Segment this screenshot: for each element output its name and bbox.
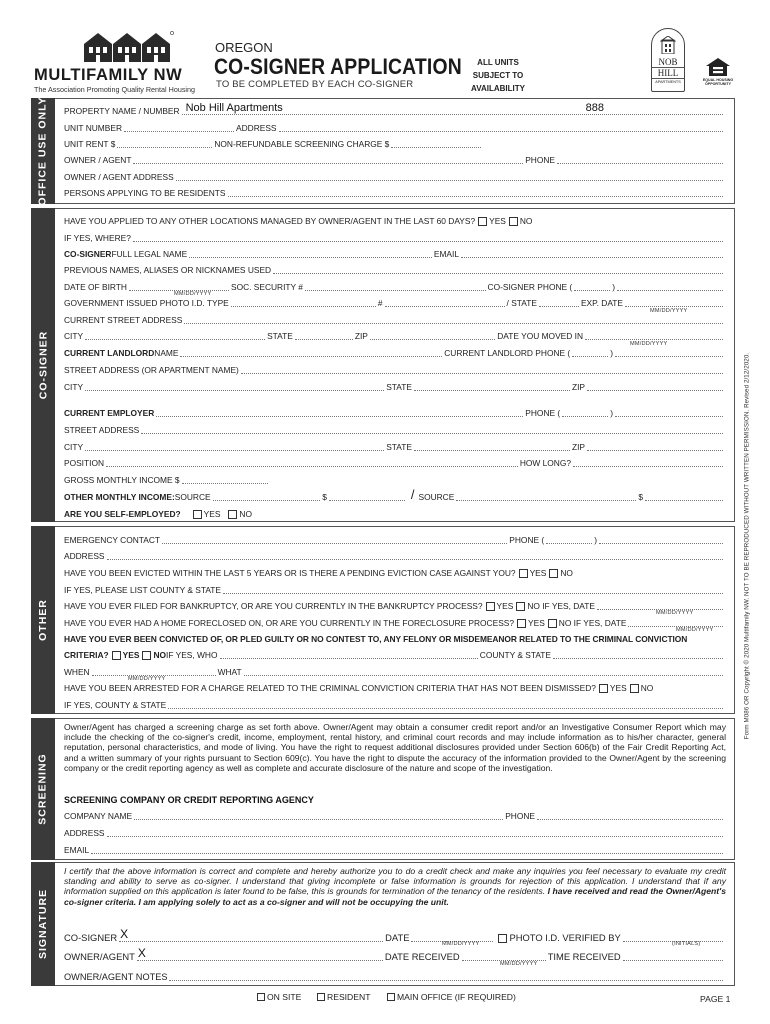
moved-in-label: DATE YOU MOVED IN <box>497 331 583 341</box>
gov-id-number-field[interactable] <box>385 298 505 307</box>
arrested-county-label: IF YES, COUNTY & STATE <box>64 700 167 710</box>
owner-agent-field[interactable] <box>133 155 523 164</box>
certification-body: I certify that the above information is correct and complete and hereby authorize you to do a credit check and make any inquiries you feel necessary to evaluate my credit standing and ability to serve as co-signer. I understand that giving incomplete or false information is grounds for rejection of this application. I understand that if any information supplied on this application is later found to be false, this is grounds for termination of the tenancy of the residents. <box>64 866 726 897</box>
eho-label: EQUAL HOUSING OPPORTUNITY <box>702 78 734 86</box>
row-prev-names <box>64 263 725 275</box>
company-name-label: COMPANY NAME <box>64 811 133 821</box>
phone-field[interactable] <box>557 155 723 164</box>
city-label: CITY <box>64 442 84 452</box>
street-apt-field[interactable] <box>241 365 723 374</box>
yes-label: YES <box>496 601 514 611</box>
screening-charge-field[interactable] <box>391 139 481 148</box>
cosigner-signature-field[interactable] <box>119 927 383 942</box>
landlord-state-field[interactable] <box>414 382 570 391</box>
source-2-label: SOURCE <box>418 492 455 502</box>
org-name: MULTIFAMILY NW <box>34 66 183 84</box>
page-number: PAGE 1 <box>700 994 731 1004</box>
row-owner-agent <box>64 153 725 165</box>
bankruptcy-question: HAVE YOU EVER FILED FOR BANKRUPTCY, OR ARE YOU CURRENTLY IN THE BANKRUPTCY PROCESS? <box>64 601 483 611</box>
dob-label: DATE OF BIRTH <box>64 282 127 292</box>
bankruptcy-format-hint: MM/DD/YYYY <box>656 610 694 616</box>
cosigner-sign-label: CO-SIGNER <box>64 932 118 943</box>
bankruptcy-yes-checkbox[interactable] <box>486 602 495 611</box>
row-owner-address <box>64 170 725 182</box>
employer-field[interactable] <box>156 408 523 417</box>
landlord-phone-field[interactable] <box>615 348 723 357</box>
emp-zip-field[interactable] <box>587 442 723 451</box>
gross-income-field[interactable] <box>182 475 268 484</box>
exp-format-hint: MM/DD/YYYY <box>650 308 688 314</box>
how-long-field[interactable] <box>573 458 723 467</box>
side-label-office: OFFICE USE ONLY <box>37 96 50 206</box>
applied-no-checkbox[interactable] <box>509 217 518 226</box>
row-landlord <box>64 346 725 358</box>
emp-street-field[interactable] <box>141 425 723 434</box>
arrested-no-checkbox[interactable] <box>630 684 639 693</box>
row-current-address <box>64 313 725 325</box>
row-legal-name <box>64 247 725 259</box>
row-county-state <box>64 583 725 595</box>
main-office-option <box>384 992 516 1002</box>
city-field[interactable] <box>85 331 265 340</box>
row-street-apt <box>64 363 725 375</box>
street-apt-label: STREET ADDRESS (OR APARTMENT NAME) <box>64 365 239 375</box>
emergency-label: EMERGENCY CONTACT <box>64 535 161 545</box>
time-received-field[interactable] <box>623 952 723 961</box>
screening-charge-label: NON-REFUNDABLE SCREENING CHARGE $ <box>214 139 390 149</box>
current-address-label: CURRENT STREET ADDRESS <box>64 315 183 325</box>
state-label: STATE <box>386 442 412 452</box>
property-name-value: Nob Hill Apartments <box>185 102 283 114</box>
row-arrested <box>64 681 725 693</box>
x-mark: X <box>120 927 129 941</box>
what-label: WHAT <box>217 667 242 677</box>
cosigner-phone-field[interactable] <box>617 282 723 291</box>
equal-housing-icon <box>705 57 731 77</box>
certification-bold: I have received and read the Owner/Agent's co-signer criteria. I am applying solely to act as a co-signer and will not be occupying the unit. <box>64 886 726 907</box>
building-icon <box>660 36 676 54</box>
badge-line: NOB <box>658 57 678 67</box>
when-label: WHEN <box>64 667 90 677</box>
if-yes-who-label: IF YES, WHO <box>166 650 218 660</box>
eviction-county-state-field[interactable] <box>223 585 723 594</box>
gov-id-label: GOVERNMENT ISSUED PHOTO I.D. TYPE <box>64 298 229 308</box>
phone-label: PHONE <box>525 155 555 165</box>
foreclosed-date-field[interactable] <box>628 618 723 627</box>
row-foreclosed <box>64 616 725 628</box>
persons-field[interactable] <box>228 188 724 197</box>
evicted-yes-checkbox[interactable] <box>519 569 528 578</box>
badge-line: APARTMENTS <box>655 80 681 84</box>
convicted-yes-checkbox[interactable] <box>112 651 121 660</box>
hash-label: # <box>377 298 383 308</box>
paren: ) <box>610 348 613 358</box>
row-position <box>64 456 725 468</box>
exp-date-label: EXP. DATE <box>580 298 623 308</box>
landlord-phone-area-field[interactable] <box>572 348 608 357</box>
paren: ) <box>594 535 597 545</box>
on-site-label: ON SITE <box>267 992 302 1002</box>
row-emergency-address <box>64 549 725 561</box>
cosigner-phone-area-field[interactable] <box>574 282 610 291</box>
units-note-line: ALL UNITS <box>477 58 519 67</box>
criteria-label: CRITERIA? <box>64 650 109 660</box>
when-format-hint: MM/DD/YYYY <box>128 676 166 682</box>
form-title: CO-SIGNER APPLICATION <box>214 54 462 79</box>
city-label: CITY <box>64 331 84 341</box>
side-label-signature: SIGNATURE <box>37 888 49 960</box>
no-label: NO <box>153 650 166 660</box>
no-label: NO <box>560 568 573 578</box>
row-company <box>64 809 725 821</box>
screening-disclosure: Owner/Agent has charged a screening charge as set forth above. Owner/Agent may obtain a consumer credit report and/or an Investigative Consumer Report which may include the checking of the co-signer's credit, income, employment, rental history, and criminal court records and may include information as to his/her character, general reputation, personal characteristics, and mode of living. You have the right to request additional disclosures provided under Section 606(b) of the Fair Credit Reporting Act, and a written summary of your rights pursuant to Section 609(c). You have the right to dispute the accuracy of the information provided to the Owner/Agent by the screening company or the credit reporting agency as well as complete and accurate disclosure of the nature and scope of the investigation. <box>64 722 726 773</box>
if-yes-where-label: IF YES, WHERE? <box>64 233 131 243</box>
emergency-phone-area-field[interactable] <box>546 535 592 544</box>
row-employer <box>64 406 725 418</box>
row-arrested-county <box>64 698 725 710</box>
main-office-label: MAIN OFFICE (IF REQUIRED) <box>397 992 516 1002</box>
legal-name-label-bold: CO-SIGNER <box>64 249 112 259</box>
owner-agent-label: OWNER / AGENT <box>64 155 132 165</box>
dollar-label: $ <box>638 492 643 502</box>
bankruptcy-date-field[interactable] <box>597 601 723 610</box>
applied-question: HAVE YOU APPLIED TO ANY OTHER LOCATIONS MANAGED BY OWNER/AGENT IN THE LAST 60 DAYS? <box>64 216 476 226</box>
row-cosigner-sign <box>64 929 725 943</box>
zip-label: ZIP <box>354 331 368 341</box>
agent-sign-label: OWNER/AGENT <box>64 951 135 962</box>
landlord-zip-field[interactable] <box>587 382 723 391</box>
multifamily-nw-logo <box>32 28 204 92</box>
units-note-line: SUBJECT TO <box>472 71 524 80</box>
row-emp-city <box>64 440 725 452</box>
emergency-phone-label: PHONE ( <box>509 535 545 545</box>
photo-id-checkbox[interactable] <box>498 934 507 943</box>
row-where <box>64 231 725 243</box>
side-label-cosigner: CO-SIGNER <box>37 330 50 400</box>
legal-name-label: FULL LEGAL NAME <box>111 249 188 259</box>
what-field[interactable] <box>244 667 723 676</box>
self-employed-label: ARE YOU SELF-EMPLOYED? <box>64 509 181 519</box>
no-label: NO <box>519 216 533 226</box>
on-site-checkbox[interactable] <box>257 993 265 1001</box>
zip-label: ZIP <box>571 382 585 392</box>
equal-housing-logo <box>698 57 738 87</box>
zip-label: ZIP <box>571 442 585 452</box>
badge-line: HILL <box>652 67 684 79</box>
row-emp-street <box>64 423 725 435</box>
row-self-employed <box>64 507 725 519</box>
gross-income-label: GROSS MONTHLY INCOME $ <box>64 475 180 485</box>
other-income-label: OTHER MONTHLY INCOME: <box>64 492 175 502</box>
footer <box>0 992 770 1006</box>
x-mark: X <box>137 946 146 960</box>
evicted-question: HAVE YOU BEEN EVICTED WITHIN THE LAST 5 YEARS OR IS THERE A PENDING EVICTION CASE AGAINST YOU? <box>64 568 516 578</box>
foreclosed-no-checkbox[interactable] <box>548 619 557 628</box>
if-yes-where-field[interactable] <box>133 233 723 242</box>
arrested-county-field[interactable] <box>168 700 723 709</box>
resident-option <box>314 992 370 1002</box>
row-emergency <box>64 533 725 545</box>
row-city-2 <box>64 380 725 392</box>
prev-names-field[interactable] <box>273 265 723 274</box>
position-field[interactable] <box>106 458 518 467</box>
company-address-label: ADDRESS <box>64 828 105 838</box>
landlord-city-field[interactable] <box>85 382 384 391</box>
form-state: OREGON <box>215 40 273 55</box>
emp-city-field[interactable] <box>85 442 384 451</box>
copyright-note: Form M086 OR Copyright © 2020 Multifamily NW. NOT TO BE REPRODUCED WITHOUT WRITTEN PERMISSION. Revised 2/12/2020. <box>743 352 751 740</box>
other-income-amount-1-field[interactable] <box>329 492 405 501</box>
no-label: NO <box>640 683 654 693</box>
employer-phone-label: PHONE ( <box>525 408 561 418</box>
state-field[interactable] <box>295 331 353 340</box>
legal-name-field[interactable] <box>189 249 432 258</box>
yes-label: YES <box>203 509 221 519</box>
paren: ) <box>610 408 613 418</box>
county-state-label: IF YES, PLEASE LIST COUNTY & STATE <box>64 585 221 595</box>
other-income-source-2-field[interactable] <box>456 492 636 501</box>
row-city-1 <box>64 329 725 341</box>
company-email-label: EMAIL <box>64 845 90 855</box>
company-name-field[interactable] <box>134 811 503 820</box>
moved-in-format-hint: MM/DD/YYYY <box>630 341 668 347</box>
city-label: CITY <box>64 382 84 392</box>
date-received-field[interactable] <box>462 952 546 961</box>
agent-notes-field[interactable] <box>169 972 723 981</box>
property-badge <box>651 28 685 92</box>
row-convicted <box>64 632 725 644</box>
convicted-question: HAVE YOU EVER BEEN CONVICTED OF, OR PLED GUILTY OR NO CONTEST TO, ANY FELONY OR MISDEMEANOR RELATED TO THE CRIMINAL CONVICTION <box>64 634 688 644</box>
side-label-other: OTHER <box>37 599 49 641</box>
row-company-address <box>64 826 725 838</box>
date-received-format-hint: MM/DD/YYYY <box>500 961 538 967</box>
sign-date-format-hint: MM/DD/YYYY <box>442 941 480 947</box>
resident-checkbox[interactable] <box>317 993 325 1001</box>
unit-rent-label: UNIT RENT $ <box>64 139 116 149</box>
row-gross-income <box>64 473 725 485</box>
date-received-label: DATE RECEIVED <box>384 951 460 962</box>
convicted-county-state-field[interactable] <box>553 650 723 659</box>
cosigner-phone-label: CO-SIGNER PHONE ( <box>487 282 573 292</box>
exp-date-field[interactable] <box>625 298 723 307</box>
row-rent <box>64 137 725 149</box>
employer-label: CURRENT EMPLOYER <box>64 408 155 418</box>
state-label: STATE <box>386 382 412 392</box>
yes-label: YES <box>122 650 140 660</box>
persons-label: PERSONS APPLYING TO BE RESIDENTS <box>64 188 226 198</box>
moved-in-field[interactable] <box>585 331 723 340</box>
zip-field[interactable] <box>370 331 495 340</box>
gov-id-type-field[interactable] <box>231 298 376 307</box>
initials-hint: (INITIALS) <box>672 941 701 947</box>
form-subtitle: TO BE COMPLETED BY EACH CO-SIGNER <box>216 79 414 90</box>
convicted-no-checkbox[interactable] <box>142 651 151 660</box>
company-phone-field[interactable] <box>537 811 723 820</box>
row-applied <box>64 214 725 226</box>
unit-number-label: UNIT NUMBER <box>64 123 123 133</box>
yes-label: YES <box>609 683 627 693</box>
property-name-field[interactable] <box>182 102 723 115</box>
applied-yes-checkbox[interactable] <box>478 217 487 226</box>
foreclosed-question: HAVE YOU EVER HAD A HOME FORECLOSED ON, OR ARE YOU CURRENTLY IN THE FORECLOSURE PROCESS? <box>64 618 515 628</box>
email-field[interactable] <box>461 249 723 258</box>
side-label-screening: SCREENING <box>37 753 49 825</box>
company-phone-label: PHONE <box>505 811 535 821</box>
dob-field[interactable] <box>129 282 229 291</box>
row-other-income <box>64 487 725 502</box>
landlord-label-bold: CURRENT LANDLORD <box>64 348 155 358</box>
ssn-label: SOC. SECURITY # <box>230 282 303 292</box>
emp-state-field[interactable] <box>414 442 570 451</box>
yes-label: YES <box>529 568 547 578</box>
self-employed-yes-checkbox[interactable] <box>193 510 202 519</box>
foreclosed-format-hint: MM/DD/YYYY <box>676 627 714 633</box>
yes-label: YES <box>528 618 545 628</box>
no-label: NO <box>239 509 252 519</box>
emergency-phone-field[interactable] <box>599 535 723 544</box>
org-tagline: The Association Promoting Quality Rental Housing <box>34 85 196 94</box>
owner-agent-address-field[interactable] <box>176 172 723 181</box>
row-agent-notes <box>64 969 725 982</box>
landlord-phone-label: CURRENT LANDLORD PHONE ( <box>444 348 571 358</box>
other-income-source-1-field[interactable] <box>213 492 321 501</box>
row-property <box>64 104 725 116</box>
row-unit <box>64 121 725 133</box>
row-company-email <box>64 843 725 855</box>
paren: ) <box>612 282 615 292</box>
company-email-field[interactable] <box>91 845 723 854</box>
on-site-option <box>254 992 301 1002</box>
arrested-yes-checkbox[interactable] <box>599 684 608 693</box>
evicted-no-checkbox[interactable] <box>549 569 558 578</box>
certification-text <box>64 866 726 907</box>
photo-id-label: PHOTO I.D. VERIFIED BY <box>509 932 621 943</box>
row-bankruptcy <box>64 599 725 611</box>
main-office-checkbox[interactable] <box>387 993 395 1001</box>
gov-id-state-field[interactable] <box>539 298 579 307</box>
property-label: PROPERTY NAME / NUMBER <box>64 106 180 116</box>
state-label: STATE <box>267 331 293 341</box>
sign-date-label: DATE <box>385 932 410 943</box>
time-received-label: TIME RECEIVED <box>547 951 621 962</box>
bankruptcy-date-label: NO IF YES, DATE <box>527 601 595 611</box>
convicted-who-field[interactable] <box>220 650 478 659</box>
resident-label: RESIDENT <box>327 992 371 1002</box>
row-criteria <box>64 648 725 660</box>
property-number-value: 888 <box>585 102 604 114</box>
row-gov-id <box>64 296 725 308</box>
how-long-label: HOW LONG? <box>519 458 571 468</box>
bankruptcy-no-checkbox[interactable] <box>516 602 525 611</box>
agent-notes-label: OWNER/AGENT NOTES <box>64 972 168 982</box>
screening-heading: SCREENING COMPANY OR CREDIT REPORTING AGENCY <box>64 795 314 805</box>
emergency-address-field[interactable] <box>107 551 724 560</box>
houses-logo-icon <box>82 30 174 62</box>
state-label: / STATE <box>506 298 537 308</box>
row-persons <box>64 186 725 198</box>
dollar-label: $ <box>322 492 327 502</box>
landlord-name-field[interactable] <box>180 348 442 357</box>
email-label: EMAIL <box>433 249 459 259</box>
units-note <box>452 56 544 95</box>
emergency-field[interactable] <box>162 535 507 544</box>
position-label: POSITION <box>64 458 105 468</box>
address-label: ADDRESS <box>236 123 277 133</box>
source-label: SOURCE <box>174 492 211 502</box>
landlord-label: NAME <box>154 348 179 358</box>
current-address-field[interactable] <box>184 315 723 324</box>
row-dob <box>64 280 725 292</box>
units-note-line: AVAILABILITY <box>471 84 525 93</box>
employer-phone-area-field[interactable] <box>562 408 608 417</box>
agent-signature-field[interactable] <box>137 946 383 961</box>
arrested-question: HAVE YOU BEEN ARRESTED FOR A CHARGE RELATED TO THE CRIMINAL CONVICTION CRITERIA THAT HAS NOT BEEN DISMISSED? <box>64 683 596 693</box>
employer-phone-field[interactable] <box>615 408 723 417</box>
unit-rent-field[interactable] <box>117 139 212 148</box>
address-field[interactable] <box>279 123 723 132</box>
yes-label: YES <box>489 216 506 226</box>
when-field[interactable] <box>92 667 216 676</box>
self-employed-no-checkbox[interactable] <box>228 510 237 519</box>
owner-agent-address-label: OWNER / AGENT ADDRESS <box>64 172 174 182</box>
prev-names-label: PREVIOUS NAMES, ALIASES OR NICKNAMES USED <box>64 265 272 275</box>
company-address-field[interactable] <box>107 828 724 837</box>
slash-separator: / <box>410 487 415 502</box>
foreclosed-yes-checkbox[interactable] <box>517 619 526 628</box>
foreclosed-date-label: NO IF YES, DATE <box>558 618 627 628</box>
row-agent-sign <box>64 948 725 962</box>
dob-format-hint: MM/DD/YYYY <box>174 291 212 297</box>
county-state-label: COUNTY & STATE <box>479 650 551 660</box>
unit-number-field[interactable] <box>124 123 234 132</box>
row-evicted <box>64 566 725 578</box>
ssn-field[interactable] <box>305 282 486 291</box>
emp-street-label: STREET ADDRESS <box>64 425 140 435</box>
other-income-amount-2-field[interactable] <box>645 492 723 501</box>
address-label: ADDRESS <box>64 551 105 561</box>
